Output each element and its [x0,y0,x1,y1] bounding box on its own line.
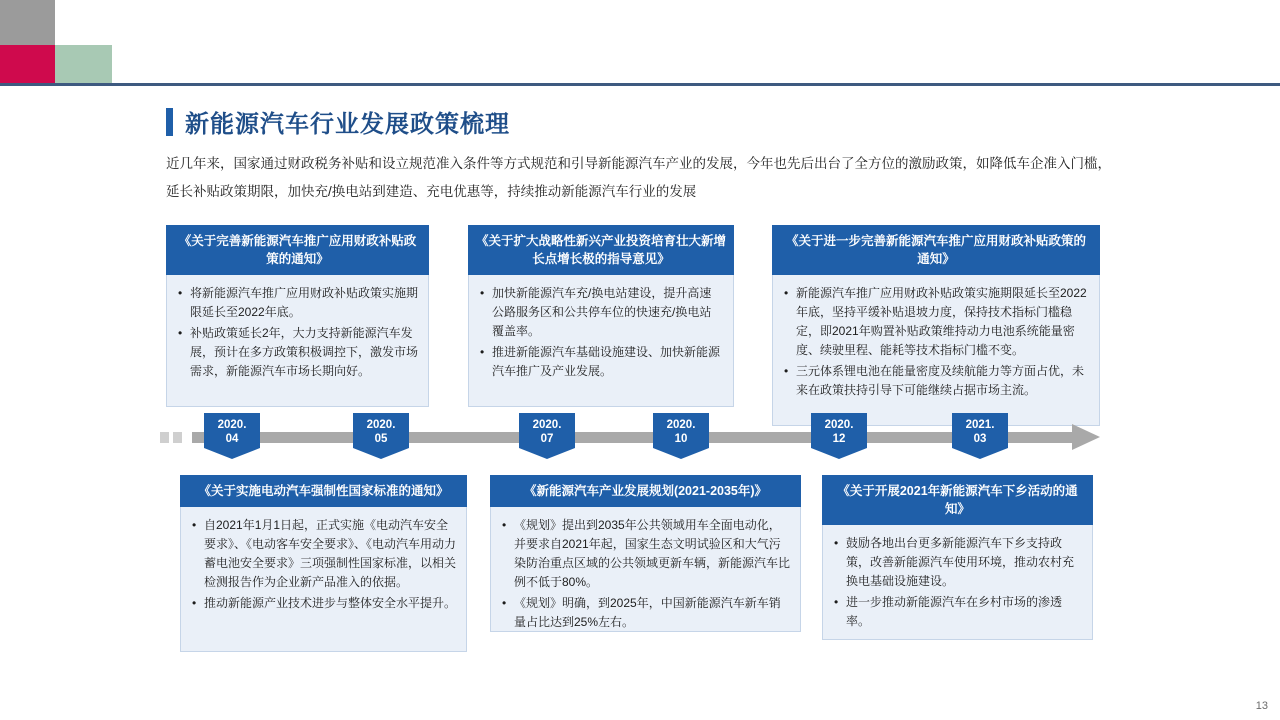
list-item: • 鼓励各地出台更多新能源汽车下乡支持政策，改善新能源汽车使用环境，推动农村充换电基础设施建设。 [846,534,1082,591]
timeline-pin-line2: 05 [374,433,388,445]
policy-card-top-3 [772,225,1100,426]
page-number: 13 [1255,700,1268,712]
policy-card-bottom-3 [822,475,1093,640]
list-item: • 推动新能源产业技术进步与整体安全水平提升。 [204,594,456,613]
list-item: • 进一步推动新能源汽车在乡村市场的渗透率。 [846,593,1082,631]
list-item: • 《规划》明确，到2025年，中国新能源汽车新车销量占比达到25%左右。 [514,594,790,632]
policy-card-top-2 [468,225,734,407]
decor-block-gray [0,0,55,45]
policy-card-body [468,275,734,407]
policy-card-title: 《关于扩大战略性新兴产业投资培育壮大新增长点增长极的指导意见》 [468,225,734,275]
timeline-pin-line1: 2020. [666,419,696,431]
policy-card-body [822,525,1093,640]
timeline-pin-2020-05[interactable] [353,413,409,448]
policy-card-bottom-2 [490,475,801,632]
policy-card-body [490,507,801,632]
title-accent-bar [166,108,173,136]
timeline-pin-line1: 2020. [532,419,562,431]
policy-card-title: 《关于进一步完善新能源汽车推广应用财政补贴政策的通知》 [772,225,1100,275]
timeline-pin-line2: 10 [674,433,688,445]
timeline-pin-line1: 2021. [965,419,995,431]
policy-card-title: 《关于实施电动汽车强制性国家标准的通知》 [180,475,467,507]
page-title [166,104,510,139]
list-item: • 加快新能源汽车充/换电站建设，提升高速公路服务区和公共停车位的快速充/换电站覆盖率。 [492,284,723,341]
timeline-pin-line1: 2020. [217,419,247,431]
intro-paragraph: 近几年来，国家通过财政税务补贴和设立规范准入条件等方式规范和引导新能源汽车产业的发展，今年也先后出台了全方位的激励政策，如降低车企准入门槛，延长补贴政策期限，加快充/换电站到建造、充电优惠等，持续推动新能源汽车行业的发展 [166,156,1111,199]
timeline-pin-line2: 12 [832,433,846,445]
list-item: • 将新能源汽车推广应用财政补贴政策实施期限延长至2022年底。 [190,284,418,322]
list-item: • 推进新能源汽车基础设施建设、加快新能源汽车推广及产业发展。 [492,343,723,381]
list-item: • 《规划》提出到2035年公共领域用车全面电动化，并要求自2021年起，国家生态文明试验区和大气污染防治重点区域的公共领域更新车辆，新能源汽车比例不低于80%。 [514,516,790,592]
timeline-pin-line1: 2020. [366,419,396,431]
timeline-bar [192,432,1072,443]
list-item: • 新能源汽车推广应用财政补贴政策实施期限延长至2022年底，坚持平缓补贴退坡力度，保持技术指标门槛稳定，即2021年购置补贴政策维持动力电池系统能量密度、续驶里程、能耗等技术指标门槛不变。 [796,284,1089,360]
policy-card-title: 《关于开展2021年新能源汽车下乡活动的通知》 [822,475,1093,525]
title-text: 新能源汽车行业发展政策梳理 [185,111,510,138]
decor-block-pink [0,45,55,83]
timeline-pin-line2: 07 [540,433,554,445]
list-item: • 自2021年1月1日起，正式实施《电动汽车安全要求》、《电动客车安全要求》、《电动汽车用动力蓄电池安全要求》三项强制性国家标准，以相关检测报告作为企业新产品准入的依据。 [204,516,456,592]
timeline-dash [173,432,182,443]
timeline-pin-line2: 03 [973,433,987,445]
policy-card-body [180,507,467,652]
policy-card-title: 《关于完善新能源汽车推广应用财政补贴政策的通知》 [166,225,429,275]
policy-card-top-1 [166,225,429,407]
decor-block-green [55,45,112,83]
timeline-dash [160,432,169,443]
policy-card-bottom-1 [180,475,467,652]
timeline-pin-line1: 2020. [824,419,854,431]
timeline-pin-2020-10[interactable] [653,413,709,448]
list-item: • 补贴政策延长2年，大力支持新能源汽车发展，预计在多方政策积极调控下，激发市场需求，新能源汽车市场长期向好。 [190,324,418,381]
timeline-pin-2020-04[interactable] [204,413,260,448]
policy-card-title: 《新能源汽车产业发展规划(2021-2035年)》 [490,475,801,507]
timeline-pin-2020-07[interactable] [519,413,575,448]
timeline-pin-line2: 04 [225,433,239,445]
timeline-pin-2020-12[interactable] [811,413,867,448]
policy-card-body [772,275,1100,426]
list-item: • 三元体系锂电池在能量密度及续航能力等方面占优，未来在政策扶持引导下可能继续占据市场主流。 [796,362,1089,400]
policy-card-body [166,275,429,407]
timeline-arrow-head [1072,424,1100,450]
timeline-pin-2021-03[interactable] [952,413,1008,448]
header-divider [0,83,1280,86]
